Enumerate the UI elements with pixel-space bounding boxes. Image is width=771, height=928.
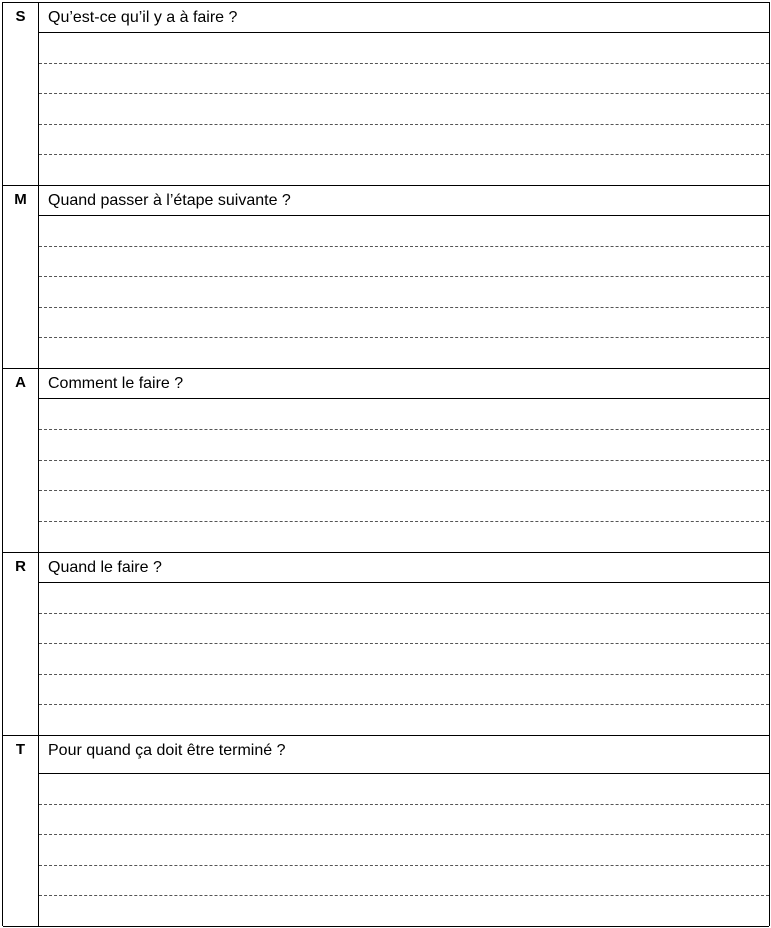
- writing-line[interactable]: [39, 866, 769, 897]
- writing-line[interactable]: [39, 399, 769, 430]
- writing-line[interactable]: [39, 805, 769, 836]
- writing-line[interactable]: [39, 277, 769, 308]
- writing-line[interactable]: [39, 461, 769, 492]
- section-question: Quand passer à l’étape suivante ?: [39, 186, 769, 216]
- writing-line[interactable]: [39, 896, 769, 926]
- section-letter: A: [3, 369, 39, 552]
- writing-line[interactable]: [39, 835, 769, 866]
- section-question: Qu’est-ce qu’il y a à faire ?: [39, 3, 769, 33]
- writing-line[interactable]: [39, 644, 769, 675]
- writing-area[interactable]: [39, 399, 769, 552]
- writing-line[interactable]: [39, 64, 769, 95]
- writing-line[interactable]: [39, 33, 769, 64]
- writing-line[interactable]: [39, 94, 769, 125]
- writing-line[interactable]: [39, 308, 769, 339]
- section-letter: R: [3, 553, 39, 735]
- section-s: [3, 3, 769, 186]
- writing-line[interactable]: [39, 247, 769, 278]
- writing-line[interactable]: [39, 675, 769, 706]
- writing-line[interactable]: [39, 522, 769, 552]
- writing-area[interactable]: [39, 583, 769, 735]
- writing-area[interactable]: [39, 33, 769, 185]
- section-letter: T: [3, 736, 39, 926]
- writing-line[interactable]: [39, 155, 769, 185]
- section-body: [39, 736, 769, 926]
- section-t: [3, 736, 769, 927]
- writing-line[interactable]: [39, 491, 769, 522]
- section-body: [39, 553, 769, 735]
- writing-line[interactable]: [39, 774, 769, 805]
- writing-line[interactable]: [39, 216, 769, 247]
- section-m: [3, 186, 769, 369]
- section-question: Comment le faire ?: [39, 369, 769, 399]
- writing-line[interactable]: [39, 125, 769, 156]
- section-letter: S: [3, 3, 39, 185]
- section-r: [3, 553, 769, 736]
- writing-area[interactable]: [39, 216, 769, 368]
- writing-line[interactable]: [39, 583, 769, 614]
- writing-line[interactable]: [39, 338, 769, 368]
- writing-line[interactable]: [39, 430, 769, 461]
- writing-line[interactable]: [39, 614, 769, 645]
- section-a: [3, 369, 769, 553]
- section-question: Pour quand ça doit être terminé ?: [39, 736, 769, 774]
- section-body: [39, 369, 769, 552]
- smart-worksheet-table: [2, 2, 770, 926]
- section-body: [39, 3, 769, 185]
- section-letter: M: [3, 186, 39, 368]
- writing-area[interactable]: [39, 774, 769, 926]
- writing-line[interactable]: [39, 705, 769, 735]
- section-question: Quand le faire ?: [39, 553, 769, 583]
- section-body: [39, 186, 769, 368]
